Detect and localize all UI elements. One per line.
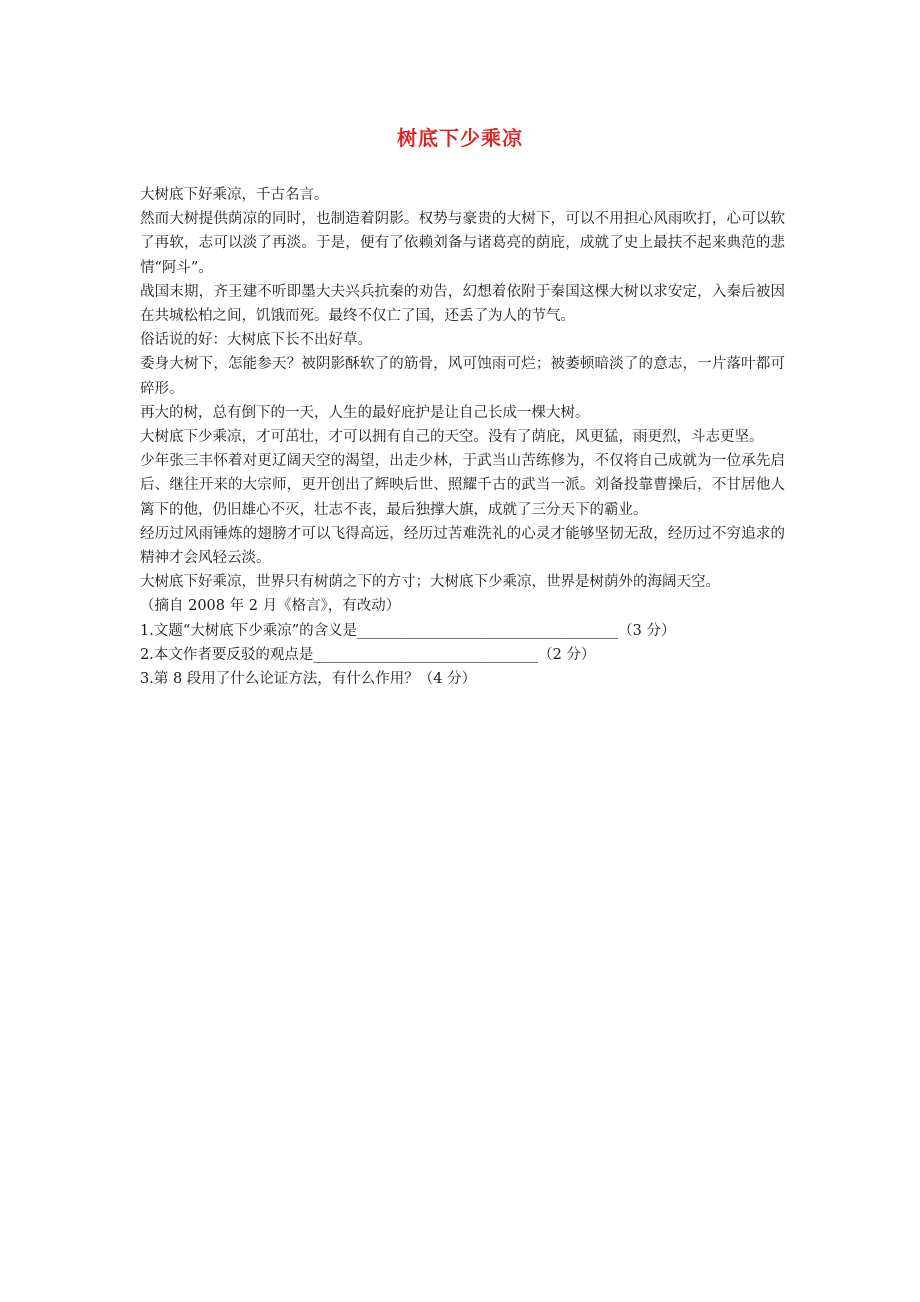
paragraph-3: 战国末期，齐王建不听即墨大夫兴兵抗秦的劝告，幻想着依附于秦国这棵大树以求安定，入秦后被因在共城松柏之间，饥饿而死。最终不仅亡了国，还丢了为人的节气。: [140, 283, 785, 325]
paragraph-2: 然而大树提供荫凉的同时，也制造着阴影。权势与豪贵的大树下，可以不用担心风雨吹打，心可以软了再软，志可以淡了再淡。于是，便有了依赖刘备与诸葛亮的荫庇，成就了史上最扶不起来典范的悲情“阿斗”。: [140, 211, 785, 276]
question-2-prefix: 2.本文作者要反驳的观点是: [140, 646, 314, 663]
question-3-prefix: 3.第 8 段用了什么论证方法，有什么作用？（4 分）: [140, 671, 477, 688]
paragraph-8: 少年张三丰怀着对更辽阔天空的渴望，出走少林，于武当山苦练修为，不仅将自己成就为一位承先启后、继往开来的大宗师，更开创出了辉映后世、照耀千古的武当一派。刘备投靠曹操后，不甘居他人篱下的他，仍旧雄心不灭，壮志不丧，最后独撑大旗，成就了三分天下的霸业。: [140, 453, 785, 518]
paragraph-1: 大树底下好乘凉，千古名言。: [140, 187, 329, 203]
question-2: [140, 643, 785, 667]
question-1-score: （3 分）: [618, 622, 676, 639]
question-1: [140, 619, 785, 643]
document-body: [140, 183, 785, 691]
paragraph-6: 再大的树，总有倒下的一天，人生的最好庇护是让自己长成一棵大树。: [140, 404, 590, 421]
paragraph-4: 俗话说的好：大树底下长不出好草。: [140, 332, 372, 349]
question-2-answer-blank[interactable]: _______________________________: [313, 646, 539, 663]
paragraph-7: 大树底下少乘凉，才可茁壮，才可以拥有自己的天空。没有了荫庇，风更猛，雨更烈，斗志更坚。: [140, 429, 764, 446]
question-1-prefix: 1.文题“大树底下少乘凉”的含义是: [140, 622, 358, 639]
paragraph-10: 大树底下好乘凉，世界只有树荫之下的方寸；大树底下少乘凉，世界是树荫外的海阔天空。: [140, 574, 720, 591]
source-citation: （摘自 2008 年 2 月《格言》，有改动）: [140, 598, 401, 615]
document-title: 树底下少乘凉: [397, 126, 523, 150]
question-2-score: （2 分）: [538, 646, 596, 663]
paragraph-5: 委身大树下，怎能参天？被阴影酥软了的筋骨，风可蚀雨可烂；被萎顿暗淡了的意志，一片落叶都可碎形。: [140, 356, 785, 397]
question-3: [140, 667, 785, 691]
question-1-answer-blank[interactable]: ____________________________________: [357, 622, 619, 639]
paragraph-9: 经历过风雨锤炼的翅膀才可以飞得高远，经历过苦难洗礼的心灵才能够坚韧无敌，经历过不穷追求的精神才会风轻云淡。: [140, 525, 785, 567]
